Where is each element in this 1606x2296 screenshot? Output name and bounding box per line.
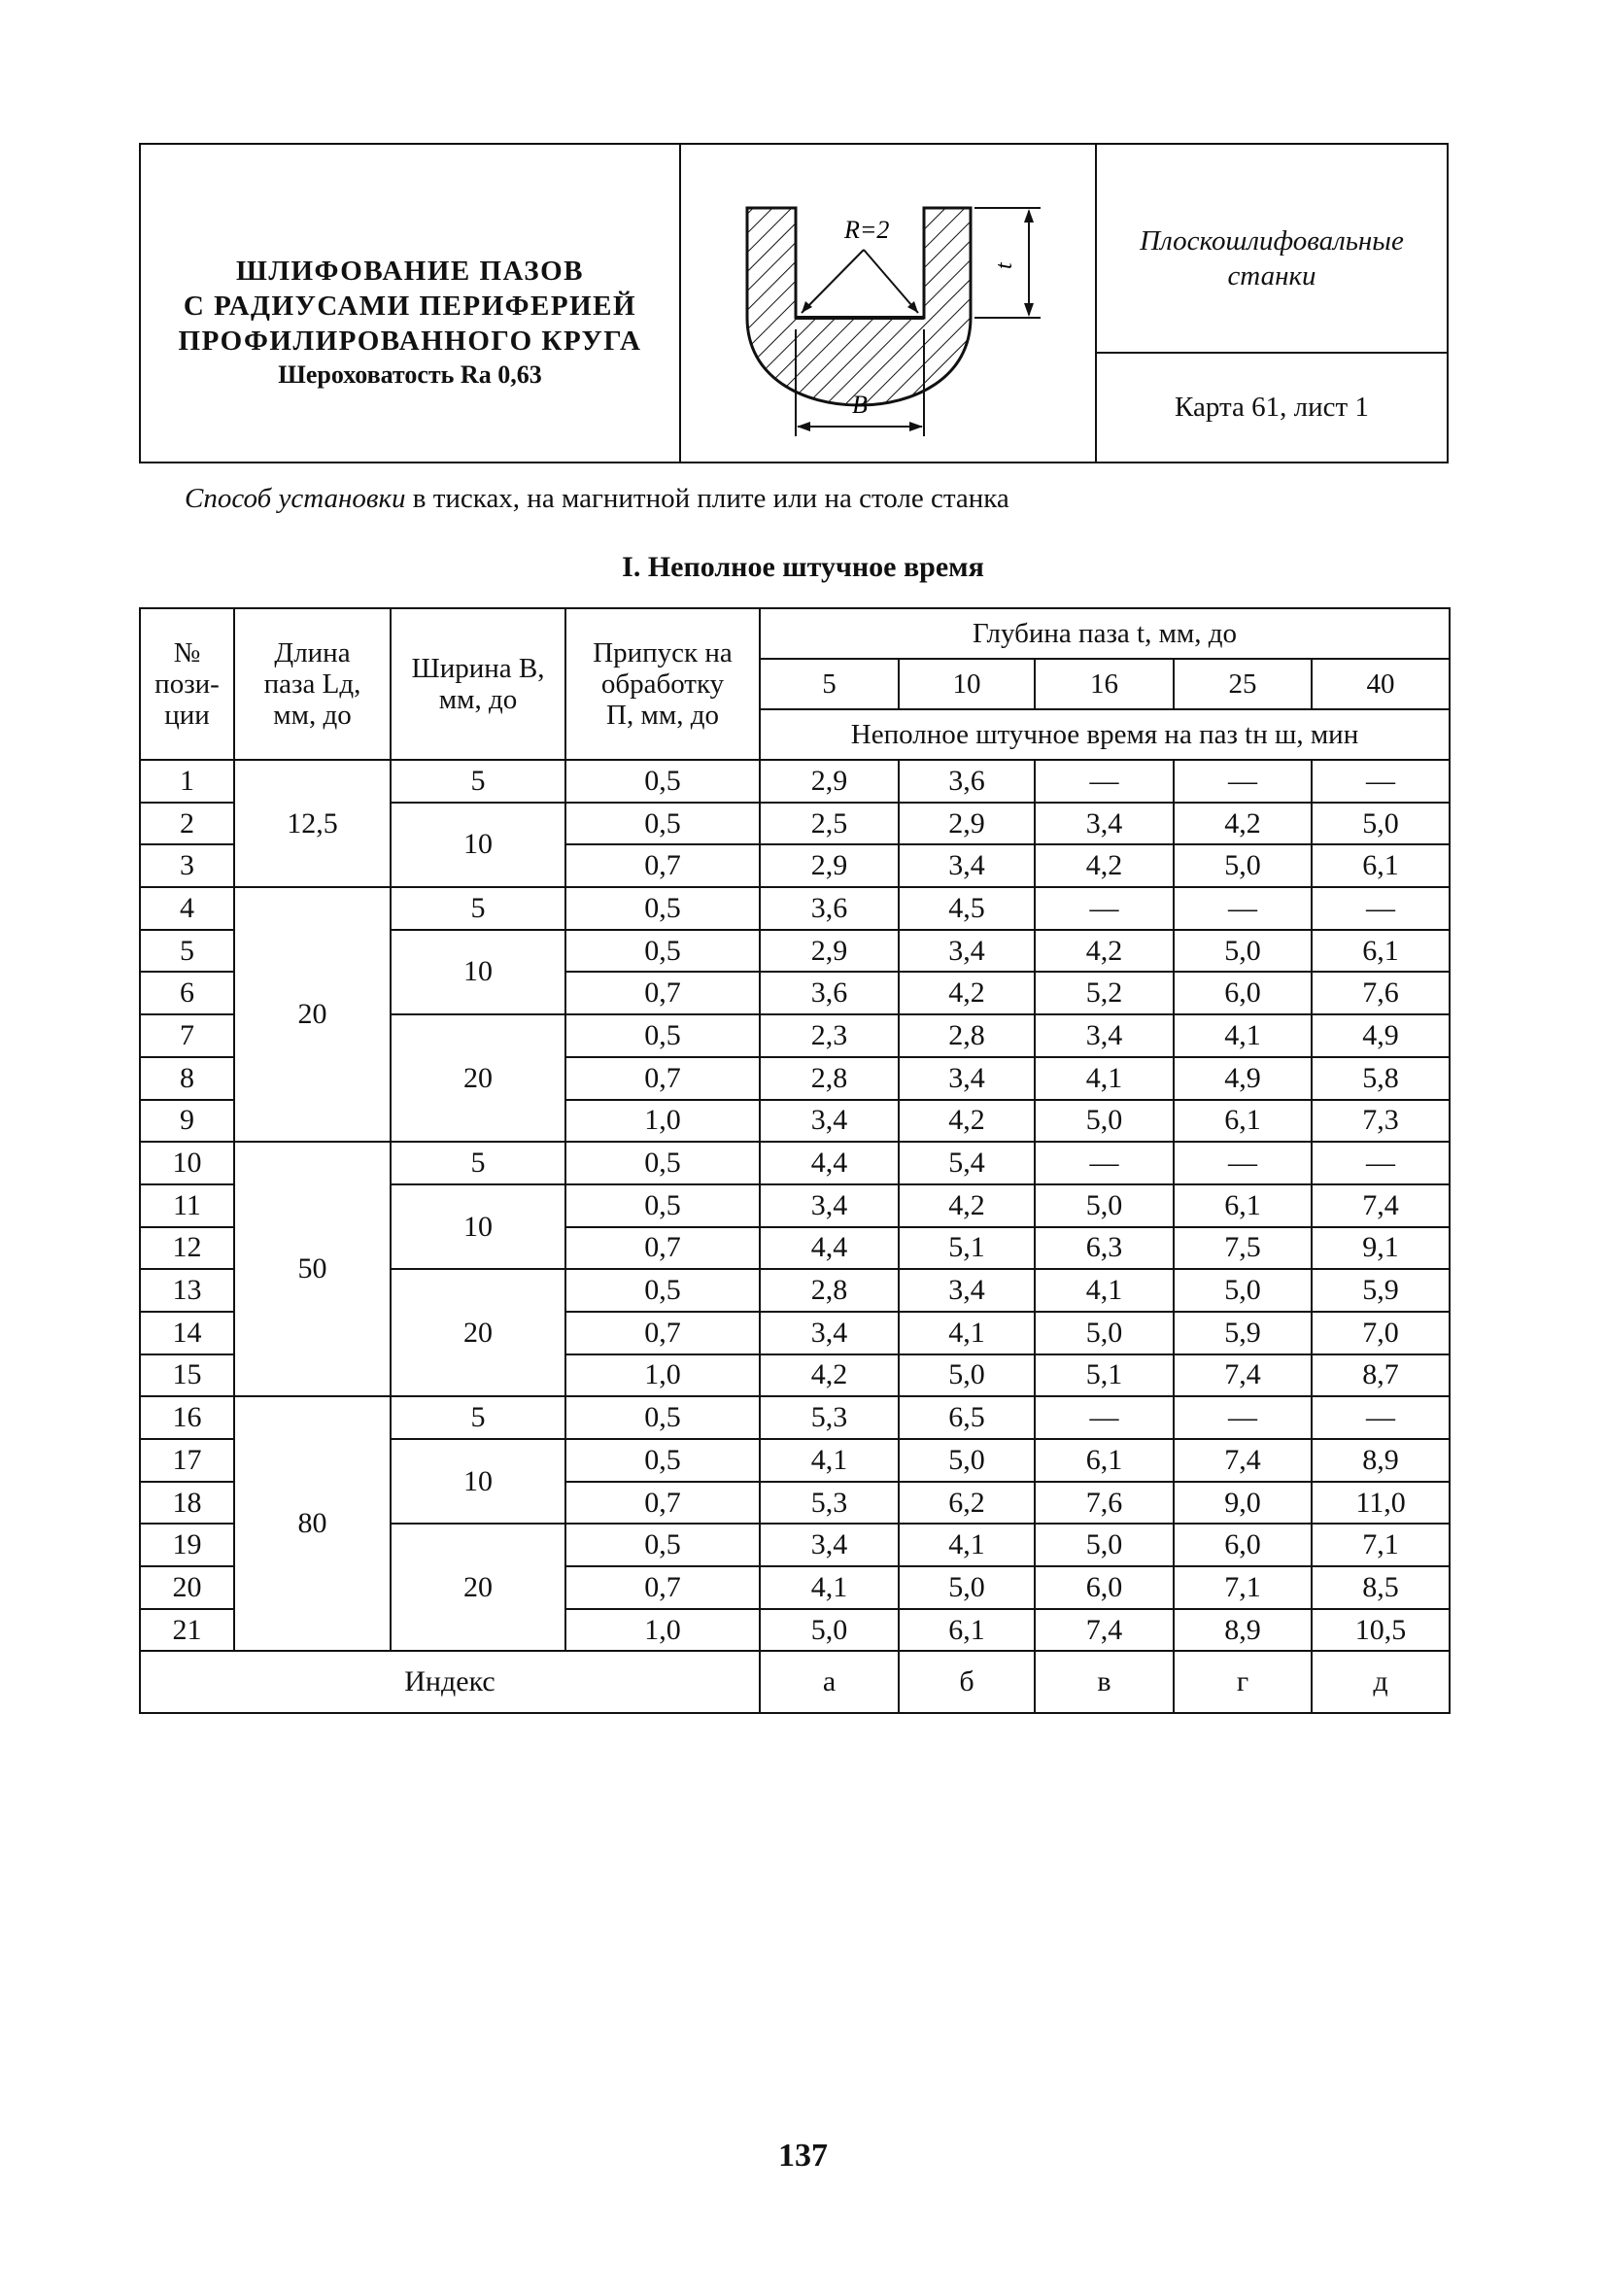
time-cell: — (1312, 760, 1450, 803)
position-cell: 14 (140, 1312, 234, 1354)
width-cell: 5 (391, 1396, 565, 1439)
time-cell: 5,0 (899, 1354, 1035, 1397)
depth-value: 5 (760, 659, 899, 709)
time-cell: 5,0 (1035, 1312, 1174, 1354)
width-cell: 10 (391, 1439, 565, 1524)
time-cell: 4,1 (899, 1312, 1035, 1354)
time-cell: 2,8 (899, 1014, 1035, 1057)
title-line-2: С РАДИУСАМИ ПЕРИФЕРИЕЙ (183, 291, 637, 322)
time-cell: 3,6 (760, 887, 899, 930)
time-cell: 2,9 (760, 760, 899, 803)
machine-type (1097, 145, 1447, 354)
time-cell: 5,0 (1035, 1184, 1174, 1227)
index-value: в (1035, 1651, 1174, 1713)
slot-diagram (681, 145, 1097, 465)
time-cell: 5,4 (899, 1142, 1035, 1184)
col-length-header (234, 608, 391, 760)
allowance-cell: 0,5 (565, 930, 760, 973)
install-method-label: Способ установки (185, 483, 406, 514)
machine-type-line-1: Плоскошлифовальные (1140, 224, 1404, 257)
index-label: Индекс (140, 1651, 760, 1713)
time-cell: — (1312, 1142, 1450, 1184)
time-cell: 5,3 (760, 1396, 899, 1439)
time-cell: 5,1 (1035, 1354, 1174, 1397)
col-position-line-2: пози- (154, 668, 220, 700)
time-cell: 6,1 (1312, 844, 1450, 887)
depth-label: t (992, 262, 1017, 269)
time-cell: 3,6 (760, 972, 899, 1014)
time-cell: 4,2 (1174, 803, 1312, 845)
time-cell: 6,0 (1174, 972, 1312, 1014)
title-line-3: ПРОФИЛИРОВАННОГО КРУГА (178, 326, 642, 357)
table-row (140, 760, 1450, 803)
machine-type-line-2: станки (1227, 259, 1316, 291)
allowance-cell: 0,7 (565, 1566, 760, 1609)
width-cell: 20 (391, 1269, 565, 1396)
time-cell: 3,4 (899, 1269, 1035, 1312)
time-cell: 5,0 (899, 1439, 1035, 1482)
time-cell: 5,0 (1312, 803, 1450, 845)
position-cell: 1 (140, 760, 234, 803)
time-cell: 6,1 (1035, 1439, 1174, 1482)
time-cell: 3,4 (760, 1524, 899, 1566)
time-cell: 6,3 (1035, 1227, 1174, 1270)
time-cell: 4,2 (760, 1354, 899, 1397)
allowance-cell: 1,0 (565, 1100, 760, 1143)
time-cell: — (1174, 1142, 1312, 1184)
depth-value: 16 (1035, 659, 1174, 709)
time-cell: 6,5 (899, 1396, 1035, 1439)
allowance-cell: 0,7 (565, 1057, 760, 1100)
radius-label: R=2 (844, 216, 890, 244)
allowance-cell: 0,5 (565, 1142, 760, 1184)
time-cell: 3,4 (899, 1057, 1035, 1100)
time-cell: 10,5 (1312, 1609, 1450, 1652)
index-value: г (1174, 1651, 1312, 1713)
allowance-cell: 0,5 (565, 1439, 760, 1482)
position-cell: 5 (140, 930, 234, 973)
time-cell: 3,4 (760, 1184, 899, 1227)
machine-card-cell (1097, 145, 1447, 462)
position-cell: 15 (140, 1354, 234, 1397)
width-cell: 10 (391, 1184, 565, 1269)
width-cell: 5 (391, 887, 565, 930)
time-cell: 4,1 (760, 1566, 899, 1609)
position-cell: 10 (140, 1142, 234, 1184)
allowance-cell: 0,5 (565, 887, 760, 930)
time-cell: 5,0 (1174, 930, 1312, 973)
time-cell: 4,2 (1035, 930, 1174, 973)
time-cell: 7,6 (1035, 1482, 1174, 1525)
time-cell: 4,2 (899, 1100, 1035, 1143)
time-cell: 4,5 (899, 887, 1035, 930)
length-cell: 20 (234, 887, 391, 1142)
time-cell: 9,0 (1174, 1482, 1312, 1525)
col-width-line-1: Ширина B, (411, 653, 545, 684)
col-allowance-header (565, 608, 760, 760)
allowance-cell: 1,0 (565, 1609, 760, 1652)
index-value: б (899, 1651, 1035, 1713)
index-value: а (760, 1651, 899, 1713)
time-cell: 7,1 (1174, 1566, 1312, 1609)
time-cell: 5,9 (1174, 1312, 1312, 1354)
time-cell: 4,9 (1174, 1057, 1312, 1100)
time-cell: 4,2 (899, 1184, 1035, 1227)
time-cell: 5,0 (760, 1609, 899, 1652)
allowance-cell: 0,5 (565, 760, 760, 803)
width-cell: 5 (391, 1142, 565, 1184)
width-cell: 10 (391, 803, 565, 887)
position-cell: 13 (140, 1269, 234, 1312)
time-cell: 6,1 (1174, 1184, 1312, 1227)
length-cell: 80 (234, 1396, 391, 1651)
card-number: Карта 61, лист 1 (1175, 392, 1369, 423)
index-row (140, 1651, 1450, 1713)
position-cell: 19 (140, 1524, 234, 1566)
position-cell: 20 (140, 1566, 234, 1609)
time-cell: 7,6 (1312, 972, 1450, 1014)
time-cell: 3,4 (760, 1312, 899, 1354)
time-cell: 8,9 (1312, 1439, 1450, 1482)
col-position-header (140, 608, 234, 760)
table-row (140, 887, 1450, 930)
time-cell: — (1174, 887, 1312, 930)
time-cell: 4,1 (1174, 1014, 1312, 1057)
position-cell: 3 (140, 844, 234, 887)
roughness-label: Шероховатость Ra 0,63 (278, 360, 542, 389)
install-method (185, 483, 1009, 515)
position-cell: 18 (140, 1482, 234, 1525)
time-cell: 2,3 (760, 1014, 899, 1057)
time-cell: 7,4 (1174, 1439, 1312, 1482)
position-cell: 4 (140, 887, 234, 930)
allowance-cell: 0,7 (565, 844, 760, 887)
time-cell: 8,7 (1312, 1354, 1450, 1397)
time-cell: 5,0 (1035, 1100, 1174, 1143)
index-value: д (1312, 1651, 1450, 1713)
allowance-cell: 0,5 (565, 1396, 760, 1439)
depth-value: 25 (1174, 659, 1312, 709)
time-cell: 6,0 (1174, 1524, 1312, 1566)
section-title: I. Неполное штучное время (622, 551, 984, 583)
col-length-line-2: паза Lд, (263, 668, 361, 700)
allowance-cell: 0,5 (565, 1014, 760, 1057)
time-cell: — (1312, 887, 1450, 930)
time-cell: 5,8 (1312, 1057, 1450, 1100)
position-cell: 12 (140, 1227, 234, 1270)
allowance-cell: 0,5 (565, 1184, 760, 1227)
time-table-body (140, 608, 1450, 1713)
time-cell: — (1174, 760, 1312, 803)
time-cell: 7,1 (1312, 1524, 1450, 1566)
card-header (139, 143, 1449, 463)
time-cell: 2,9 (899, 803, 1035, 845)
allowance-cell: 0,5 (565, 1269, 760, 1312)
allowance-cell: 0,5 (565, 1524, 760, 1566)
time-cell: 7,4 (1312, 1184, 1450, 1227)
width-cell: 20 (391, 1014, 565, 1142)
allowance-cell: 0,7 (565, 972, 760, 1014)
width-cell: 20 (391, 1524, 565, 1651)
position-cell: 16 (140, 1396, 234, 1439)
time-cell: 2,8 (760, 1269, 899, 1312)
time-cell: 6,2 (899, 1482, 1035, 1525)
position-cell: 21 (140, 1609, 234, 1652)
time-cell: 5,2 (1035, 972, 1174, 1014)
time-cell: 5,9 (1312, 1269, 1450, 1312)
allowance-cell: 1,0 (565, 1354, 760, 1397)
col-allowance-line-3: П, мм, до (606, 700, 719, 731)
time-cell: 4,1 (1035, 1057, 1174, 1100)
time-cell: — (1174, 1396, 1312, 1439)
col-width-line-2: мм, до (438, 684, 518, 715)
time-cell: — (1035, 1142, 1174, 1184)
col-length-line-3: мм, до (273, 700, 352, 731)
time-cell: 4,2 (1035, 844, 1174, 887)
col-length-line-1: Длина (274, 637, 351, 668)
time-cell: 5,0 (1035, 1524, 1174, 1566)
position-cell: 17 (140, 1439, 234, 1482)
time-cell: 4,9 (1312, 1014, 1450, 1057)
time-cell: 4,1 (1035, 1269, 1174, 1312)
time-cell: 3,4 (1035, 803, 1174, 845)
table-row (140, 1396, 1450, 1439)
depth-value: 10 (899, 659, 1035, 709)
allowance-cell: 0,7 (565, 1227, 760, 1270)
col-allowance-line-2: обработку (600, 668, 725, 700)
length-cell: 50 (234, 1142, 391, 1396)
position-cell: 2 (140, 803, 234, 845)
time-cell: 7,5 (1174, 1227, 1312, 1270)
width-cell: 5 (391, 760, 565, 803)
length-cell: 12,5 (234, 760, 391, 887)
time-cell: 5,0 (1174, 1269, 1312, 1312)
time-cell: 3,4 (760, 1100, 899, 1143)
time-cell: 7,4 (1035, 1609, 1174, 1652)
time-cell: 6,1 (1174, 1100, 1312, 1143)
position-cell: 8 (140, 1057, 234, 1100)
time-cell: 3,4 (1035, 1014, 1174, 1057)
col-allowance-line-1: Припуск на (593, 637, 733, 668)
operation-title-cell (141, 145, 681, 462)
time-cell: 6,1 (1312, 930, 1450, 973)
install-method-text: в тисках, на магнитной плите или на столе станка (405, 483, 1009, 514)
position-cell: 6 (140, 972, 234, 1014)
position-cell: 9 (140, 1100, 234, 1143)
time-cell: 2,5 (760, 803, 899, 845)
time-cell: — (1035, 1396, 1174, 1439)
time-cell: 7,3 (1312, 1100, 1450, 1143)
time-cell: 5,0 (1174, 844, 1312, 887)
time-cell: — (1035, 887, 1174, 930)
time-cell: 4,4 (760, 1142, 899, 1184)
time-table (139, 607, 1451, 1714)
time-cell: 5,1 (899, 1227, 1035, 1270)
time-cell: 6,1 (899, 1609, 1035, 1652)
slot-diagram-cell (681, 145, 1097, 462)
time-cell: 2,8 (760, 1057, 899, 1100)
time-cell: 8,5 (1312, 1566, 1450, 1609)
depth-header: Глубина паза t, мм, до (760, 608, 1450, 659)
allowance-cell: 0,7 (565, 1482, 760, 1525)
position-cell: 11 (140, 1184, 234, 1227)
time-cell: 8,9 (1174, 1609, 1312, 1652)
time-cell: — (1312, 1396, 1450, 1439)
allowance-cell: 0,5 (565, 803, 760, 845)
time-header: Неполное штучное время на паз tн ш, мин (760, 709, 1450, 760)
time-cell: 6,0 (1035, 1566, 1174, 1609)
time-cell: 3,4 (899, 930, 1035, 973)
time-cell: 5,0 (899, 1566, 1035, 1609)
allowance-cell: 0,7 (565, 1312, 760, 1354)
time-cell: 3,4 (899, 844, 1035, 887)
table-row (140, 1142, 1450, 1184)
time-cell: 7,0 (1312, 1312, 1450, 1354)
time-cell: 4,4 (760, 1227, 899, 1270)
width-cell: 10 (391, 930, 565, 1014)
time-cell: 7,4 (1174, 1354, 1312, 1397)
time-cell: 3,6 (899, 760, 1035, 803)
time-cell: 2,9 (760, 930, 899, 973)
time-cell: — (1035, 760, 1174, 803)
time-cell: 4,2 (899, 972, 1035, 1014)
col-position-line-1: № (173, 637, 201, 668)
position-cell: 7 (140, 1014, 234, 1057)
page-number: 137 (778, 2138, 828, 2174)
col-position-line-3: ции (164, 700, 210, 731)
title-line-1: ШЛИФОВАНИЕ ПАЗОВ (236, 256, 584, 287)
time-cell: 4,1 (760, 1439, 899, 1482)
width-label: B (852, 391, 868, 419)
time-cell: 11,0 (1312, 1482, 1450, 1525)
time-cell: 9,1 (1312, 1227, 1450, 1270)
time-cell: 2,9 (760, 844, 899, 887)
depth-value: 40 (1312, 659, 1450, 709)
time-cell: 4,1 (899, 1524, 1035, 1566)
time-cell: 5,3 (760, 1482, 899, 1525)
col-width-header (391, 608, 565, 760)
